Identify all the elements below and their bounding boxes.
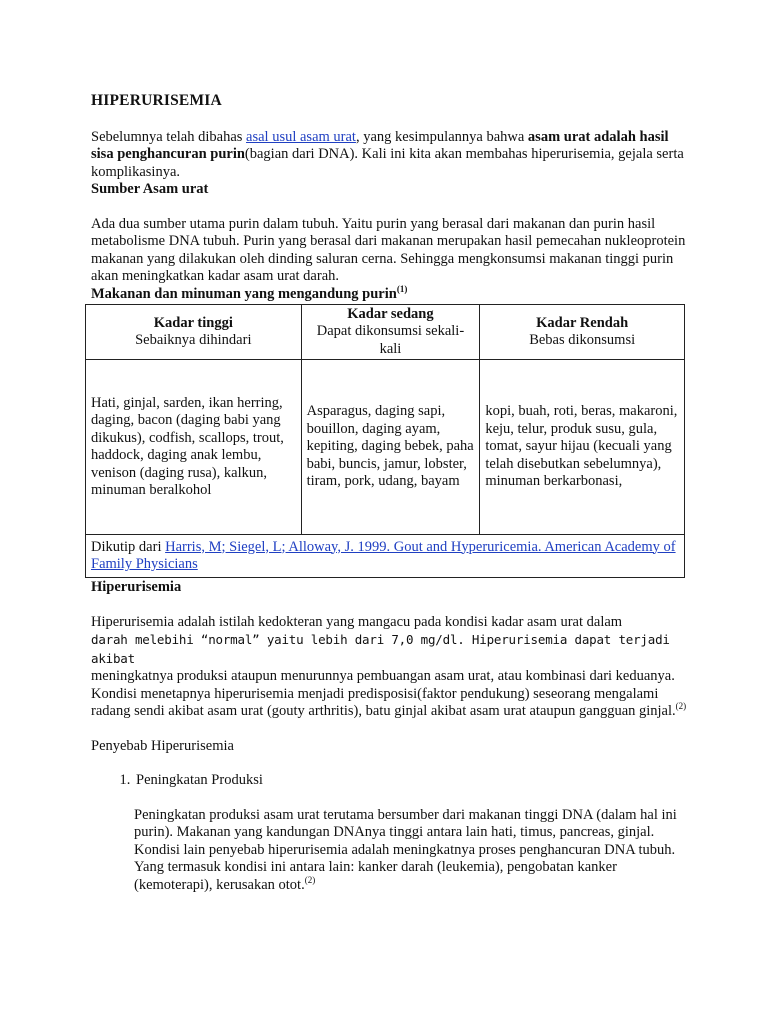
- page-title: HIPERURISEMIA: [91, 92, 222, 109]
- col-low: Kadar Rendah Bebas dikonsumsi: [480, 305, 685, 360]
- food-high-cell: Hati, ginjal, sarden, ikan herring, daging, bacon (daging babi yang dikukus), codfish, scallops, trout, haddock, daging anak lembu, venison (daging rusa), kalkun, minuman beralkohol: [86, 360, 302, 535]
- table-heading: Makanan dan minuman yang mengandung purin$^{(1)}$: [91, 283, 408, 302]
- hiperurisemia-paragraph: Hiperurisemia adalah istilah kedokteran yang mangacu pada kondisi kadar asam urat dalam darah melebihi “normal” yaitu lebih dari 7,0 mg/dl. Hiperurisemia dapat terjadi akibat meningkatnya produksi ataupun menurunnya pembuangan asam urat, atau kombinasi dari keduanya. Kondisi menetapnya hiperurisemia menjadi predisposisi(faktor pendukung) seseorang mengalami radang sendi akibat asam urat (gouty arthritis), batu ginjal akibat asam urat ataupun gangguan ginjal.$^{(2)}$: [91, 613, 687, 719]
- sumber-paragraph: Ada dua sumber utama purin dalam tubuh. Yaitu purin yang berasal dari makanan dan purin hasil metabolisme DNA tubuh. Purin yang berasal dari makanan merupakan hasil pemecahan nukleoprotein makanan yang dilakukan oleh dinding saluran cerna. Sehingga mengkonsumsi makanan tinggi purin akan meningkatkan kadar asam urat darah.: [91, 215, 686, 284]
- table-header-row: [86, 305, 685, 360]
- list-item: 1. Peningkatan Produksi: [134, 772, 688, 790]
- purine-table: [85, 304, 685, 578]
- food-medium-cell: Asparagus, daging sapi, bouillon, daging ayam, kepiting, daging bebek, paha babi, buncis, jamur, lobster, tiram, pork, udang, bayam: [301, 360, 480, 535]
- citation-cell: Dikutip dari Harris, M; Siegel, L; Alloway, J. 1999. Gout and Hyperuricemia. American Academy of Family Physicians: [86, 535, 685, 578]
- citation-link[interactable]: Harris, M; Siegel, L; Alloway, J. 1999. Gout and Hyperuricemia. American Academy of Family Physicians: [91, 538, 676, 572]
- intro-paragraph: Sebelumnya telah dibahas asal usul asam urat, yang kesimpulannya bahwa asam urat adalah hasil sisa penghancuran purin(bagian dari DNA). Kali ini kita akan membahas hiperurisemia, gejala serta komplikasinya.: [91, 128, 684, 180]
- cause-list: [91, 772, 688, 790]
- hiperurisemia-heading: Hiperurisemia: [91, 579, 182, 595]
- penyebab-heading: Penyebab Hiperurisemia: [91, 737, 234, 754]
- col-high: Kadar tinggi Sebaiknya dihindari: [86, 305, 302, 360]
- cause-1-paragraph: Peningkatan produksi asam urat terutama bersumber dari makanan tinggi DNA (dalam hal ini purin). Makanan yang kandungan DNAnya tinggi antara lain hati, timus, pancreas, ginjal. Kondisi lain penyebab hiperurisemia adalah meningkatnya proses penghancuran DNA tubuh. Yang termasuk kondisi ini antara lain: kanker darah (leukemia), pengobatan kanker (kemoterapi), kerusakan otot.$^{(2)}$: [134, 806, 677, 893]
- sumber-heading: Sumber Asam urat: [91, 181, 209, 197]
- asal-usul-link[interactable]: asal usul asam urat: [246, 128, 356, 145]
- food-low-cell: kopi, buah, roti, beras, makaroni, keju, telur, produk susu, gula, tomat, sayur hijau (kecuali yang telah disebutkan sebelumnya), minuman berkarbonasi,: [480, 360, 685, 535]
- table-row: [86, 360, 685, 535]
- col-medium: Kadar sedang Dapat dikonsumsi sekali-kali: [301, 305, 480, 360]
- citation-row: [86, 535, 685, 578]
